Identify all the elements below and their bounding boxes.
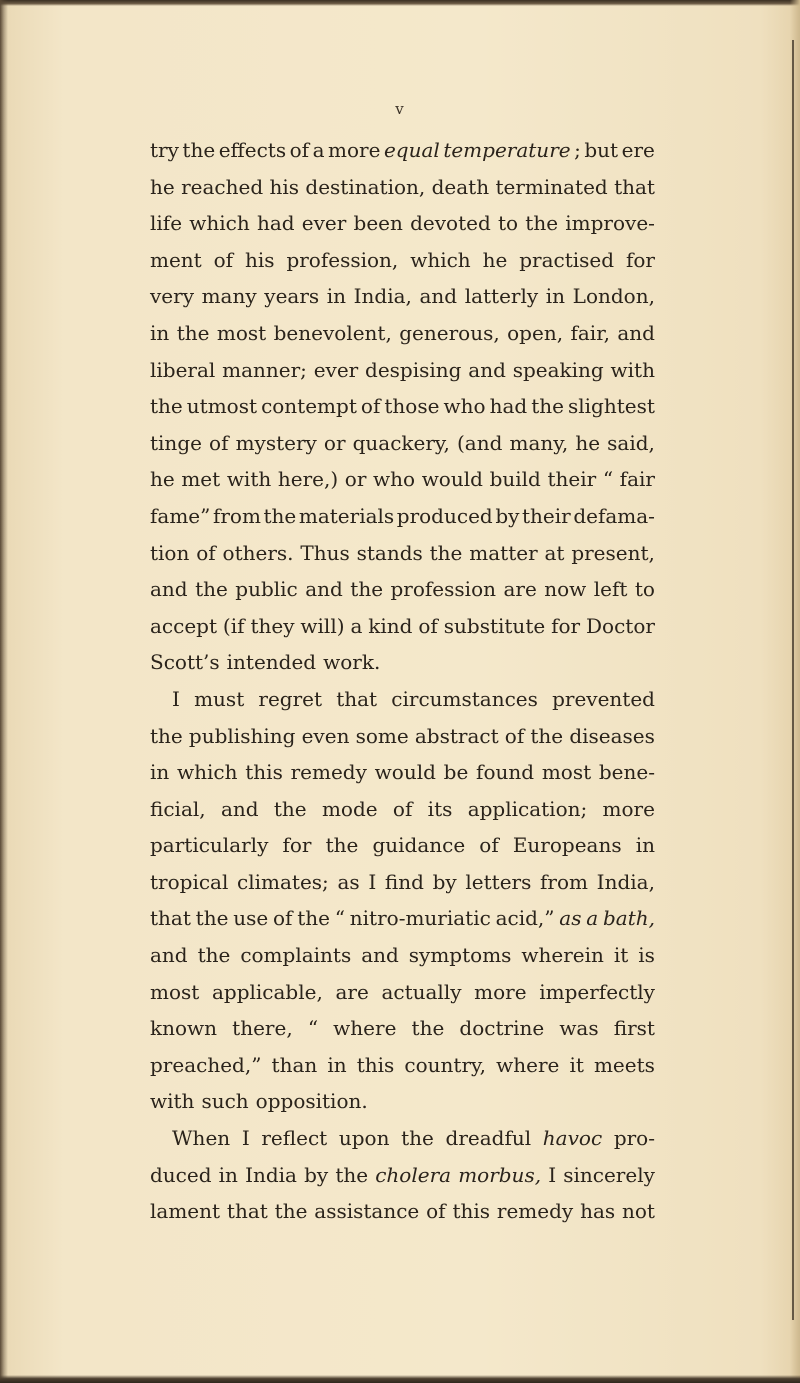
- text-word: that: [614, 174, 655, 199]
- text-word: “: [602, 467, 614, 492]
- text-word: fame”: [150, 503, 211, 528]
- text-line: [150, 425, 655, 462]
- text-word: materials: [298, 503, 395, 528]
- text-word: ;: [574, 138, 581, 162]
- text-word: as: [559, 906, 582, 931]
- text-word: where: [333, 1016, 397, 1041]
- text-word: are: [335, 979, 369, 1004]
- text-word: its: [427, 796, 453, 821]
- text-word: in: [218, 1162, 238, 1187]
- text-word: particularly: [150, 833, 269, 858]
- text-word: would: [374, 760, 436, 785]
- text-word: profession,: [286, 247, 399, 272]
- text-word: and: [305, 577, 343, 602]
- text-word: of: [209, 430, 229, 455]
- text-word: they: [250, 613, 295, 638]
- text-word: assistance: [314, 1199, 420, 1224]
- text-word: find: [384, 869, 424, 894]
- text-word: he: [482, 247, 508, 272]
- text-word: there,: [232, 1016, 293, 1041]
- text-word: quackery,: [352, 430, 450, 455]
- text-word: lament: [150, 1199, 221, 1224]
- text-word: with: [150, 1089, 195, 1114]
- text-word: bene-: [598, 760, 655, 785]
- text-word: of: [392, 796, 413, 821]
- text-word: that: [336, 686, 378, 711]
- text-line: [150, 242, 655, 279]
- text-word: temperature: [443, 138, 571, 162]
- text-word: said,: [607, 430, 655, 455]
- text-word: preached,”: [150, 1052, 262, 1077]
- text-word: guidance: [372, 833, 466, 858]
- text-word: use: [233, 906, 269, 931]
- text-word: effects: [218, 138, 287, 162]
- text-line: [150, 132, 655, 169]
- text-word: Scott’s: [150, 650, 220, 675]
- text-word: I: [172, 686, 180, 711]
- text-word: had: [256, 211, 295, 236]
- text-word: by: [304, 1162, 329, 1187]
- text-line: [150, 388, 655, 425]
- text-word: where: [496, 1052, 560, 1077]
- text-word: was: [559, 1016, 599, 1041]
- text-word: circumstances: [391, 686, 538, 711]
- text-word: the: [150, 394, 183, 419]
- text-word: death: [431, 174, 490, 199]
- text-word: a: [312, 138, 325, 162]
- text-line: [150, 278, 655, 315]
- text-word: Thus: [300, 540, 350, 565]
- text-word: the: [150, 723, 183, 748]
- text-word: tropical: [150, 869, 229, 894]
- text-word: try: [150, 138, 179, 162]
- text-word: in: [326, 284, 347, 309]
- bottom-page-edge: [0, 1375, 800, 1383]
- text-word: by: [495, 503, 520, 528]
- text-word: the: [525, 211, 559, 236]
- text-word: Doctor: [586, 613, 655, 638]
- text-word: kind: [368, 613, 413, 638]
- text-word: abstract: [414, 723, 499, 748]
- text-word: liberal: [150, 357, 216, 382]
- text-word: despising: [365, 357, 462, 382]
- text-word: most: [541, 760, 592, 785]
- text-word: it: [569, 1052, 584, 1077]
- text-word: equal: [383, 138, 440, 162]
- body-text: [150, 132, 655, 1230]
- text-word: I: [241, 1126, 250, 1151]
- text-word: those: [384, 394, 440, 419]
- text-word: pro-: [613, 1126, 655, 1151]
- text-word: the: [273, 796, 307, 821]
- text-word: and: [220, 796, 259, 821]
- text-word: the: [297, 906, 330, 931]
- text-word: actually: [381, 979, 462, 1004]
- text-word: of: [418, 613, 438, 638]
- text-word: mode: [321, 796, 378, 821]
- text-word: in: [150, 320, 170, 345]
- text-word: the: [195, 577, 228, 602]
- text-word: at: [544, 540, 565, 565]
- text-word: “: [307, 1016, 319, 1041]
- text-word: doctrine: [459, 1016, 545, 1041]
- text-word: (if: [222, 613, 245, 638]
- text-word: of: [479, 833, 499, 858]
- text-word: but: [584, 138, 619, 162]
- text-word: manner;: [222, 357, 307, 382]
- text-word: the: [195, 906, 229, 931]
- text-word: the: [411, 1016, 445, 1041]
- text-word: which: [177, 760, 238, 785]
- text-word: ment: [150, 247, 202, 272]
- text-word: years: [264, 284, 320, 309]
- text-line: [150, 205, 655, 242]
- text-word: from: [212, 503, 261, 528]
- text-word: be: [443, 760, 469, 785]
- text-word: very: [150, 284, 194, 309]
- text-word: symptoms: [408, 943, 512, 968]
- text-word: of: [196, 540, 216, 565]
- text-word: or: [323, 430, 346, 455]
- text-word: many: [201, 284, 257, 309]
- text-word: utmost: [186, 394, 258, 419]
- top-page-edge: [0, 0, 800, 6]
- text-word: he: [575, 430, 601, 455]
- text-word: accept: [150, 613, 218, 638]
- text-word: When: [172, 1126, 231, 1151]
- text-word: complaints: [240, 943, 352, 968]
- text-line: [150, 608, 655, 645]
- text-line: [150, 535, 655, 572]
- text-word: the: [531, 394, 564, 419]
- text-line: [150, 754, 655, 791]
- text-line: [150, 937, 655, 974]
- text-word: wherein: [521, 943, 604, 968]
- text-word: such: [201, 1089, 249, 1114]
- text-word: remedy: [290, 760, 367, 785]
- text-line: [150, 1120, 655, 1157]
- text-word: the: [176, 320, 210, 345]
- text-word: who: [373, 467, 416, 492]
- text-word: for: [551, 613, 581, 638]
- text-word: India,: [596, 869, 655, 894]
- text-word: with: [226, 467, 272, 492]
- text-word: is: [638, 943, 655, 968]
- text-word: he: [150, 174, 175, 199]
- text-word: terminated: [495, 174, 608, 199]
- text-line: [150, 827, 655, 864]
- text-word: ere: [621, 138, 655, 162]
- text-word: climates;: [237, 869, 329, 894]
- text-word: fair,: [570, 320, 610, 345]
- text-word: stands: [356, 540, 423, 565]
- text-word: here,): [277, 467, 339, 492]
- text-word: tion: [150, 540, 190, 565]
- text-word: more: [328, 138, 381, 162]
- text-word: most: [150, 979, 200, 1004]
- text-line: [150, 498, 655, 535]
- text-word: as: [337, 869, 360, 894]
- text-word: and: [468, 357, 506, 382]
- text-word: and: [361, 943, 399, 968]
- text-word: application;: [467, 796, 588, 821]
- text-word: of: [289, 138, 310, 162]
- text-word: and: [150, 577, 188, 602]
- text-word: devoted: [410, 211, 491, 236]
- text-word: for: [625, 247, 655, 272]
- text-word: than: [271, 1052, 318, 1077]
- page-number: v: [395, 100, 405, 118]
- text-word: opposition.: [255, 1089, 368, 1114]
- text-line: [150, 1010, 655, 1047]
- text-word: a: [350, 613, 363, 638]
- text-word: I: [548, 1162, 557, 1187]
- text-word: improve-: [565, 211, 655, 236]
- text-word: London,: [572, 284, 655, 309]
- text-word: regret: [258, 686, 323, 711]
- text-word: a: [586, 906, 599, 931]
- text-word: reached: [181, 174, 264, 199]
- text-word: in: [635, 833, 655, 858]
- text-word: he: [150, 467, 175, 492]
- text-word: ficial,: [150, 796, 206, 821]
- text-word: which: [410, 247, 471, 272]
- text-word: bath,: [602, 906, 655, 931]
- text-word: the: [401, 1126, 434, 1151]
- left-binding-shadow: [0, 0, 8, 1383]
- text-word: dreadful: [445, 1126, 532, 1151]
- text-word: to: [497, 211, 519, 236]
- text-word: the: [429, 540, 463, 565]
- text-word: diseases: [569, 723, 655, 748]
- text-word: build: [489, 467, 541, 492]
- text-line: [150, 352, 655, 389]
- text-word: had: [489, 394, 528, 419]
- text-word: with: [610, 357, 655, 382]
- text-word: for: [282, 833, 312, 858]
- text-word: prevented: [552, 686, 655, 711]
- text-word: Europeans: [512, 833, 622, 858]
- text-word: profession: [390, 577, 496, 602]
- text-word: of: [426, 1199, 446, 1224]
- text-word: their: [522, 503, 571, 528]
- text-word: in: [327, 1052, 347, 1077]
- text-word: the: [335, 1162, 369, 1187]
- text-word: substitute: [443, 613, 546, 638]
- text-word: defama-: [573, 503, 655, 528]
- text-word: India,: [353, 284, 412, 309]
- text-word: from: [540, 869, 588, 894]
- text-line: [150, 1047, 655, 1084]
- text-line: [150, 1157, 655, 1194]
- text-word: contempt: [261, 394, 357, 419]
- text-line: [150, 974, 655, 1011]
- text-word: and: [617, 320, 655, 345]
- text-word: would: [421, 467, 483, 492]
- text-word: this: [245, 760, 283, 785]
- text-word: their: [547, 467, 597, 492]
- text-word: has: [580, 1199, 616, 1224]
- text-word: and: [419, 284, 458, 309]
- text-word: havoc: [542, 1126, 603, 1151]
- text-word: been: [353, 211, 403, 236]
- text-word: some: [355, 723, 409, 748]
- text-line: [150, 1193, 655, 1230]
- text-word: nitro-muriatic: [349, 906, 491, 931]
- text-word: reflect: [261, 1126, 328, 1151]
- text-word: present,: [571, 540, 655, 565]
- text-word: of: [504, 723, 525, 748]
- text-word: by: [432, 869, 457, 894]
- text-word: public: [235, 577, 298, 602]
- text-word: letters: [465, 869, 532, 894]
- text-word: will): [300, 613, 345, 638]
- text-word: acid,”: [495, 906, 555, 931]
- text-word: sincerely: [563, 1162, 655, 1187]
- text-word: intended: [226, 650, 317, 675]
- text-word: of: [213, 247, 234, 272]
- text-word: left: [593, 577, 628, 602]
- text-word: destination,: [305, 174, 426, 199]
- text-word: open,: [507, 320, 564, 345]
- text-word: produced: [396, 503, 493, 528]
- text-line: [150, 900, 655, 937]
- text-word: practised: [519, 247, 615, 272]
- text-word: many,: [509, 430, 569, 455]
- text-word: of: [272, 906, 293, 931]
- right-margin-rule: [792, 40, 794, 1320]
- text-line: [150, 864, 655, 901]
- text-word: India: [245, 1162, 297, 1187]
- text-word: fair: [619, 467, 655, 492]
- text-word: first: [613, 1016, 655, 1041]
- text-line: [150, 315, 655, 352]
- text-word: that: [226, 1199, 268, 1224]
- text-word: meets: [593, 1052, 655, 1077]
- text-word: I: [368, 869, 377, 894]
- text-word: “: [334, 906, 345, 931]
- text-word: the: [182, 138, 216, 162]
- text-word: of: [360, 394, 381, 419]
- text-line: [150, 644, 655, 681]
- text-word: country,: [404, 1052, 487, 1077]
- text-word: not: [622, 1199, 655, 1224]
- text-word: work.: [323, 650, 381, 675]
- text-word: the: [350, 577, 384, 602]
- text-word: more: [474, 979, 527, 1004]
- text-word: upon: [338, 1126, 390, 1151]
- text-word: now: [544, 577, 587, 602]
- text-word: are: [503, 577, 537, 602]
- text-word: even: [301, 723, 350, 748]
- text-word: cholera: [375, 1162, 452, 1187]
- text-word: this: [356, 1052, 395, 1077]
- text-line: [150, 169, 655, 206]
- text-word: applicable,: [211, 979, 323, 1004]
- text-word: his: [244, 247, 275, 272]
- text-word: the: [197, 943, 231, 968]
- text-word: mystery: [235, 430, 317, 455]
- text-word: or: [344, 467, 367, 492]
- text-word: ever: [313, 357, 359, 382]
- text-word: more: [602, 796, 655, 821]
- text-word: publishing: [188, 723, 296, 748]
- text-word: latterly: [464, 284, 539, 309]
- text-word: speaking: [512, 357, 604, 382]
- text-line: [150, 571, 655, 608]
- text-word: the: [530, 723, 564, 748]
- text-word: and: [150, 943, 188, 968]
- text-word: it: [613, 943, 629, 968]
- text-word: remedy: [496, 1199, 574, 1224]
- text-word: to: [634, 577, 655, 602]
- text-line: [150, 681, 655, 718]
- text-line: [150, 1083, 655, 1120]
- text-word: the: [274, 1199, 308, 1224]
- text-word: who: [443, 394, 486, 419]
- text-word: slightest: [568, 394, 655, 419]
- text-word: life: [150, 211, 183, 236]
- text-word: matter: [469, 540, 538, 565]
- text-word: that: [150, 906, 191, 931]
- text-word: must: [194, 686, 245, 711]
- text-line: [150, 791, 655, 828]
- text-word: his: [269, 174, 300, 199]
- text-line: [150, 718, 655, 755]
- text-word: morbus,: [458, 1162, 542, 1187]
- text-word: met: [181, 467, 221, 492]
- text-word: duced: [150, 1162, 212, 1187]
- text-word: known: [150, 1016, 218, 1041]
- text-word: the: [325, 833, 359, 858]
- text-line: [150, 461, 655, 498]
- text-word: in: [150, 760, 170, 785]
- text-word: most: [216, 320, 267, 345]
- text-word: benevolent,: [273, 320, 392, 345]
- text-word: tinge: [150, 430, 202, 455]
- text-word: ever: [301, 211, 347, 236]
- text-word: others.: [222, 540, 294, 565]
- text-word: found: [476, 760, 535, 785]
- text-word: imperfectly: [539, 979, 655, 1004]
- text-word: the: [263, 503, 297, 528]
- text-word: in: [545, 284, 566, 309]
- text-word: which: [189, 211, 250, 236]
- text-word: (and: [457, 430, 503, 455]
- text-word: generous,: [399, 320, 500, 345]
- text-word: this: [452, 1199, 491, 1224]
